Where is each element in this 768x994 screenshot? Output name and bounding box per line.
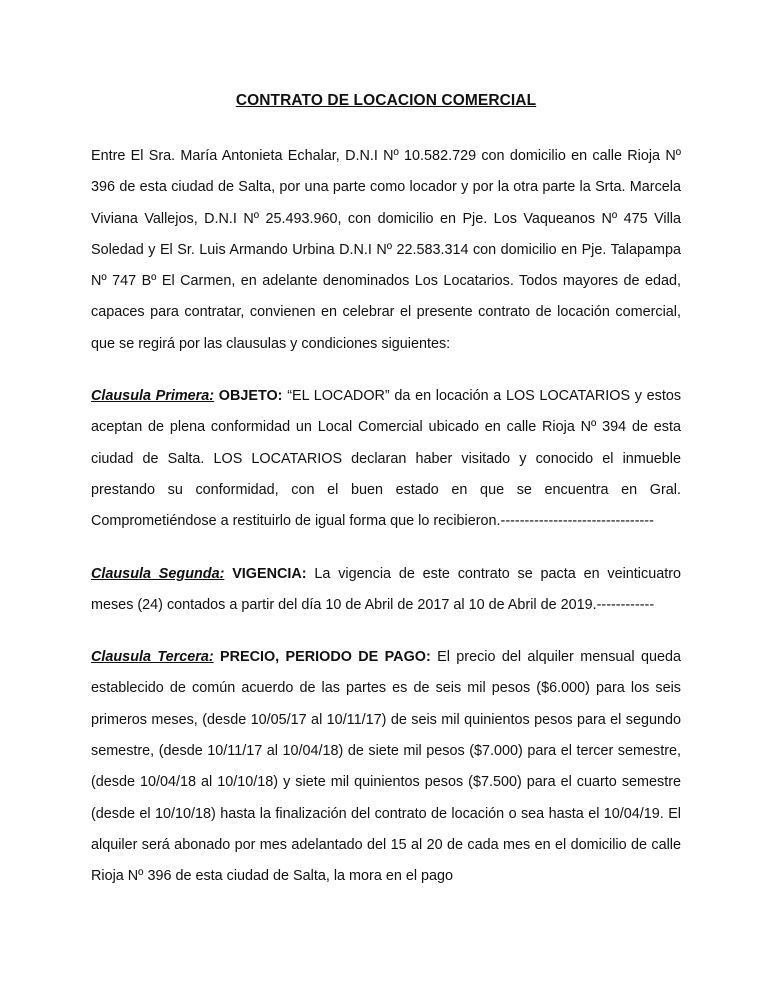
- clause-label: Clausula Primera:: [91, 388, 215, 405]
- clause-text: “EL LOCADOR” da en locación a LOS LOCATARIOS y estos aceptan de plena conformidad un Local Comercial ubicado en calle Rioja Nº 394 de esta ciudad de Salta. LOS LOCATARIOS declaran haber visitado y conocido el inmueble prestando su conformidad, con el buen estado en que se encuentra en Gral. Comprometiéndose a restituirlo de igual forma que lo recibieron.--------------------------------: [91, 388, 682, 530]
- document-title: CONTRATO DE LOCACION COMERCIAL: [235, 92, 537, 109]
- clause-segunda: [91, 559, 681, 622]
- clause-label: Clausula Tercera:: [91, 649, 214, 666]
- clause-primera: [91, 381, 681, 537]
- clause-subject: PRECIO, PERIODO DE PAGO:: [220, 649, 431, 666]
- clause-tercera: [91, 642, 681, 892]
- document-body: [91, 89, 681, 914]
- clause-subject: VIGENCIA:: [232, 565, 307, 582]
- clause-text: La vigencia de este contrato se pacta en veinticuatro meses (24) contados a partir del día 10 de Abril de 2017 al 10 de Abril de 2019.------------: [91, 565, 681, 613]
- intro-paragraph: Entre El Sra. María Antonieta Echalar, D.N.I Nº 10.582.729 con domicilio en calle Rioja Nº 396 de esta ciudad de Salta, por una parte como locador y por la otra parte la Srta. Marcela Viviana Vallejos, D.N.I Nº 25.493.960, con domicilio en Pje. Los Vaqueanos Nº 475 Villa Soledad y El Sr. Luis Armando Urbina D.N.I Nº 22.583.314 con domicilio en Pje. Talapampa Nº 747 Bº El Carmen, en adelante denominados Los Locatarios. Todos mayores de edad, capaces para contratar, convienen en celebrar el presente contrato de locación comercial, que se regirá por las clausulas y condiciones siguientes:: [91, 148, 681, 352]
- clause-subject: OBJETO:: [218, 388, 283, 405]
- clause-label: Clausula Segunda:: [91, 565, 225, 582]
- clause-text: El precio del alquiler mensual queda establecido de común acuerdo de las partes es de seis mil pesos ($6.000) para los seis primeros meses, (desde 10/05/17 al 10/11/17) de seis mil quinientos pesos para el segundo semestre, (desde 10/11/17 al 10/04/18) de siete mil pesos ($7.000) para el tercer semestre, (desde 10/04/18 al 10/10/18) y siete mil quinientos pesos ($7.500) para el cuarto semestre (desde el 10/10/18) hasta la finalización del contrato de locación o sea hasta el 10/04/19. El alquiler será abonado por mes adelantado del 15 al 20 de cada mes en el domicilio de calle Rioja Nº 396 de esta ciudad de Salta, la mora en el pago: [91, 649, 681, 885]
